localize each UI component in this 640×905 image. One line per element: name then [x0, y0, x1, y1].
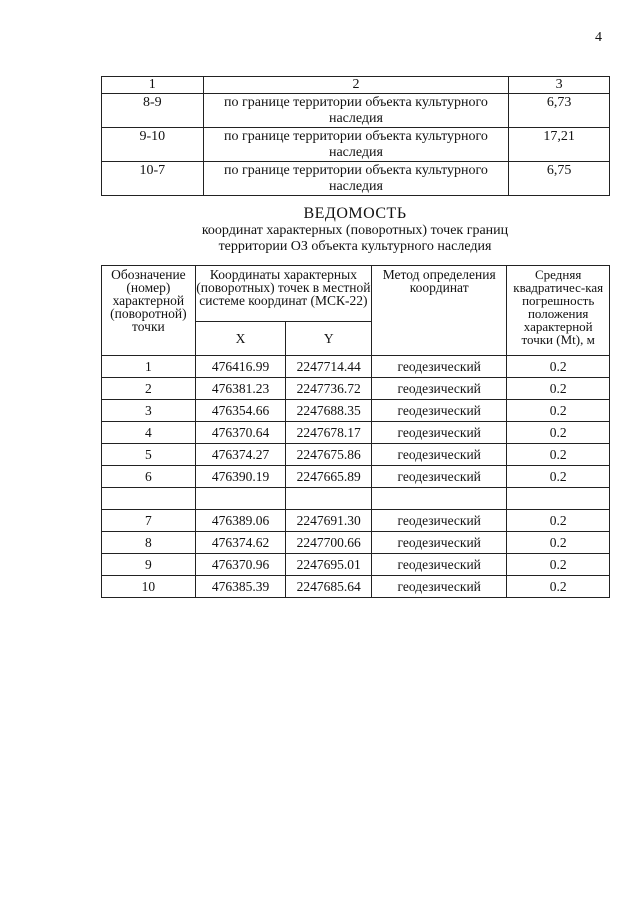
error-value: 0.2	[507, 444, 610, 466]
length-cell: 6,73	[509, 94, 610, 128]
point-number: 1	[102, 356, 196, 378]
point-number: 6	[102, 466, 196, 488]
method-value: геодезический	[372, 576, 507, 598]
y-value: 2247688.35	[286, 400, 372, 422]
method-value: геодезический	[372, 400, 507, 422]
method-value: геодезический	[372, 510, 507, 532]
table-row	[102, 510, 610, 532]
y-value: 2247714.44	[286, 356, 372, 378]
table-row	[102, 378, 610, 400]
table-header-row	[102, 77, 610, 94]
method-value: геодезический	[372, 532, 507, 554]
y-value: 2247700.66	[286, 532, 372, 554]
point-number: 7	[102, 510, 196, 532]
x-value: 476390.19	[195, 466, 286, 488]
table-row	[102, 162, 610, 196]
error-value: 0.2	[507, 356, 610, 378]
y-header: Y	[286, 322, 372, 356]
error-value: 0.2	[507, 510, 610, 532]
x-value: 476374.62	[195, 532, 286, 554]
error-header: Средняя квадратичес-кая погрешность положения характерной точки (Mt), м	[507, 266, 610, 356]
x-value: 476370.96	[195, 554, 286, 576]
description-cell: по границе территории объекта культурного наследия	[203, 94, 509, 128]
length-cell: 6,75	[509, 162, 610, 196]
table-row	[102, 444, 610, 466]
error-value: 0.2	[507, 378, 610, 400]
point-number: 2	[102, 378, 196, 400]
page-number: 4	[595, 30, 602, 45]
table-row	[102, 554, 610, 576]
x-value: 476370.64	[195, 422, 286, 444]
y-value: 2247675.86	[286, 444, 372, 466]
table-row	[102, 532, 610, 554]
header-cell: 3	[509, 77, 610, 94]
method-value: геодезический	[372, 554, 507, 576]
segment-cell: 8-9	[102, 94, 204, 128]
point-number: 8	[102, 532, 196, 554]
x-value: 476389.06	[195, 510, 286, 532]
method-value: геодезический	[372, 378, 507, 400]
error-value: 0.2	[507, 532, 610, 554]
y-value: 2247678.17	[286, 422, 372, 444]
y-value: 2247685.64	[286, 576, 372, 598]
header-cell: 1	[102, 77, 204, 94]
designation-header: Обозначение (номер) характерной (поворотной) точки	[102, 266, 196, 356]
description-cell: по границе территории объекта культурного наследия	[203, 162, 509, 196]
x-header: X	[195, 322, 286, 356]
error-value: 0.2	[507, 554, 610, 576]
table-header-row	[102, 266, 610, 322]
length-cell: 17,21	[509, 128, 610, 162]
x-value: 476385.39	[195, 576, 286, 598]
table-row	[102, 400, 610, 422]
table-row	[102, 128, 610, 162]
statement-subtitle-line1: координат характерных (поворотных) точек границ	[201, 223, 509, 238]
method-value: геодезический	[372, 444, 507, 466]
point-number: 9	[102, 554, 196, 576]
table-row	[102, 356, 610, 378]
error-value: 0.2	[507, 466, 610, 488]
statement-subtitle-line2: территории ОЗ объекта культурного наследия	[218, 239, 492, 254]
method-value: геодезический	[372, 422, 507, 444]
method-value: геодезический	[372, 466, 507, 488]
statement-title: ВЕДОМОСТЬ	[303, 205, 407, 222]
x-value: 476416.99	[195, 356, 286, 378]
x-value: 476354.66	[195, 400, 286, 422]
y-value: 2247691.30	[286, 510, 372, 532]
error-value: 0.2	[507, 400, 610, 422]
table-row	[102, 422, 610, 444]
header-cell: 2	[203, 77, 509, 94]
segments-table	[101, 76, 610, 196]
y-value: 2247736.72	[286, 378, 372, 400]
table-row	[102, 576, 610, 598]
point-number: 5	[102, 444, 196, 466]
coordinates-header: Координаты характерных (поворотных) точек в местной системе координат (МСК-22)	[195, 266, 371, 322]
table-row	[102, 94, 610, 128]
x-value: 476381.23	[195, 378, 286, 400]
table-row	[102, 466, 610, 488]
coordinates-table	[101, 265, 610, 598]
point-number: 4	[102, 422, 196, 444]
error-value: 0.2	[507, 422, 610, 444]
error-value: 0.2	[507, 576, 610, 598]
method-header: Метод определения координат	[372, 266, 507, 356]
point-number: 10	[102, 576, 196, 598]
segment-cell: 9-10	[102, 128, 204, 162]
x-value: 476374.27	[195, 444, 286, 466]
description-cell: по границе территории объекта культурного наследия	[203, 128, 509, 162]
y-value: 2247695.01	[286, 554, 372, 576]
segment-cell: 10-7	[102, 162, 204, 196]
point-number: 3	[102, 400, 196, 422]
y-value: 2247665.89	[286, 466, 372, 488]
method-value: геодезический	[372, 356, 507, 378]
separator-row	[102, 488, 610, 510]
